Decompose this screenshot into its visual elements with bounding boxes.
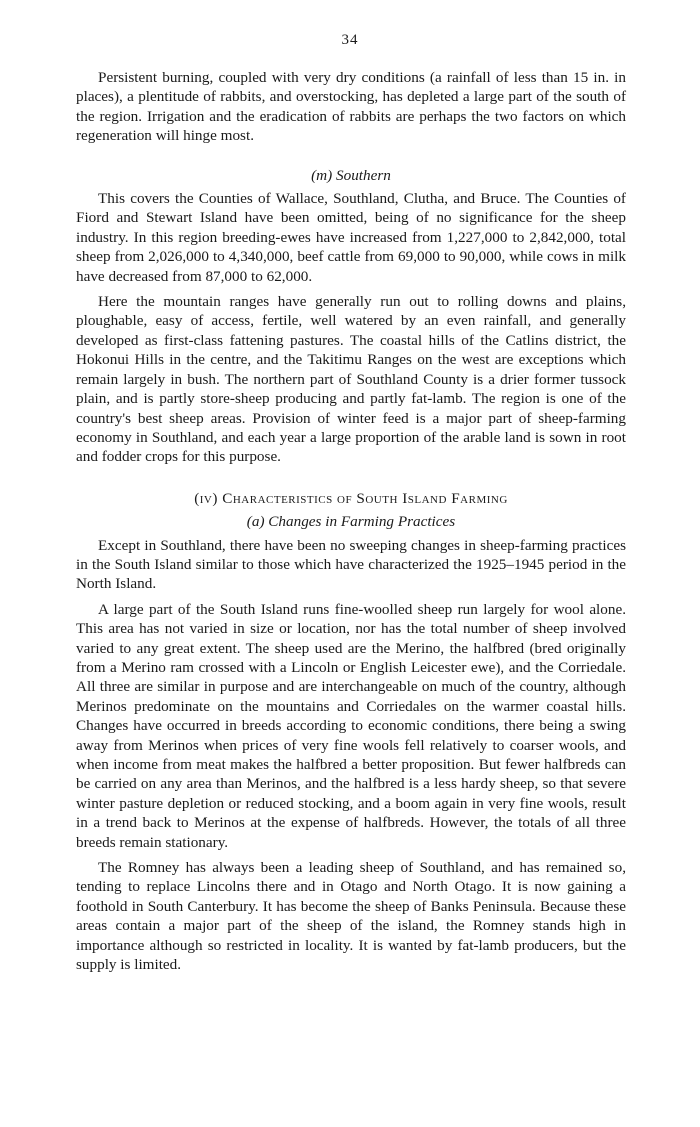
paragraph-southern-counties: This covers the Counties of Wallace, Southland, Clutha, and Bruce. The Counties of Fiord and Stewart Island have been omitted, being of no significance for the sheep industry. In this region breeding-ewes have increased from 1,227,000 to 2,842,000, total sheep from 2,026,000 to 4,340,000, beef cattle from 69,000 to 90,000, while cows in milk have decreased from 87,000 to 62,000. bbox=[76, 190, 626, 285]
page-body bbox=[76, 68, 626, 980]
paragraph-fine-woolled: A large part of the South Island runs fine-woolled sheep run largely for wool alone. This area has not varied in size or location, nor has the total number of sheep involved varied to any great extent. The sheep used are the Merino, the halfbred (bred originally from a Merino ram crossed with a Lincoln or English Leicester ewe), and the Corriedale. All three are similar in purpose and are interchangeable on much of the country, although Merinos predominate on the mountains and Corriedales on the warmer coastal hills. Changes have occurred in breeds according to economic conditions, there being a swing away from Merinos when prices of very fine wools fell relatively to coarser wools, and when income from meat makes the halfbred a better proposition. But fewer halfbreds can be carried on any area than Merinos, and the halfbred is a less hardy sheep, so that severe winter pasture depletion or reduced stocking, and a boom again in very fine wools, result in a trend back to Merinos at the expense of halfbreds. However, the totals of all three breeds remain stationary. bbox=[76, 600, 626, 851]
heading-characteristics: (iv) Characteristics of South Island Farming bbox=[194, 489, 508, 507]
paragraph-romney: The Romney has always been a leading sheep of Southland, and has remained so, tending to replace Lincolns there and in Otago and North Otago. It is now gaining a foothold in South Canterbury. It has become the sheep of Banks Peninsula. Because these areas contain a major part of the sheep of the island, the Romney stands high in importance although so restricted in locality. It is wanted by fat-lamb producers, but the supply is limited. bbox=[76, 859, 626, 974]
paragraph-burning: Persistent burning, coupled with very dry conditions (a rainfall of less than 15 in. in places), a plentitude of rabbits, and overstocking, has depleted a large part of the south of the region. Irrigation and the eradication of rabbits are perhaps the two factors on which regeneration will hinge most. bbox=[76, 69, 626, 145]
heading-southern: (m) Southern bbox=[311, 166, 391, 184]
page-number: 34 bbox=[341, 32, 359, 48]
paragraph-except-southland: Except in Southland, there have been no sweeping changes in sheep-farming practices in the South Island similar to those which have characterized the 1925–1945 period in the North Island. bbox=[76, 536, 626, 593]
paragraph-mountain-ranges: Here the mountain ranges have generally run out to rolling downs and plains, ploughable, easy of access, fertile, well watered by an even rainfall, and generally developed as first-class fattening pastures. The coastal hills of the Catlins district, the Hokonui Hills in the centre, and the Takitimu Ranges on the west are exceptions which remain largely in bush. The northern part of Southland County is a drier former tussock plain, and is partly store-sheep producing and partly fat-lamb. The region is one of the country's best sheep areas. Provision of winter feed is a major part of sheep-farming economy in Southland, and each year a large proportion of the arable land is sown in root and fodder crops for this purpose. bbox=[76, 293, 626, 466]
heading-changes-farming: (a) Changes in Farming Practices bbox=[246, 513, 456, 531]
